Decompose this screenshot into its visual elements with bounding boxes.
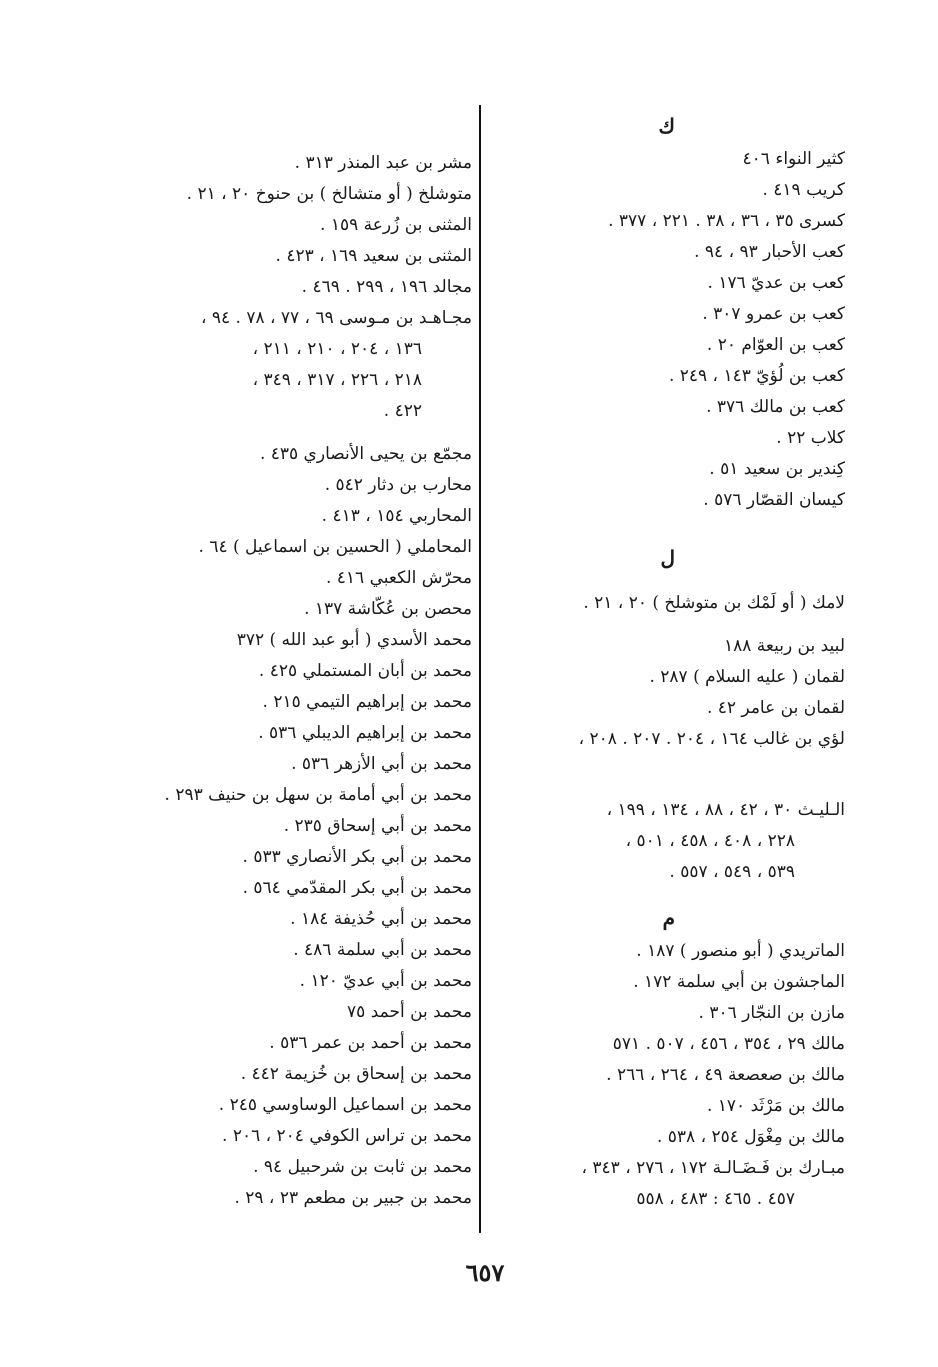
index-entry-continuation: ١٣٦ ، ٢٠٤ ، ٢١٠ ، ٢١١ ، bbox=[252, 339, 422, 359]
index-entry: كعب بن لُؤيّ ١٤٣ ، ٢٤٩ . bbox=[668, 366, 845, 386]
index-entry: كعب بن مالك ٣٧٦ . bbox=[706, 397, 845, 417]
index-entry: محرّش الكعبي ٤١٦ . bbox=[325, 568, 472, 588]
index-entry: المثنى بن زُرعة ١٥٩ . bbox=[320, 215, 472, 235]
column-divider bbox=[479, 105, 481, 1233]
index-entry: محمد بن ثابت بن شرحبيل ٩٤ . bbox=[253, 1157, 472, 1177]
index-entry: محمد بن أبي بكر الأنصاري ٥٣٣ . bbox=[242, 847, 472, 867]
index-entry: محمد بن جبير بن مطعم ٢٣ ، ٢٩ . bbox=[234, 1188, 472, 1208]
index-entry: لامك ( أو لَمْك بن متوشلخ ) ٢٠ ، ٢١ . bbox=[583, 593, 845, 613]
index-entry: محمد بن إبراهيم التيمي ٢١٥ . bbox=[262, 692, 472, 712]
index-entry: مشر بن عبد المنذر ٣١٣ . bbox=[294, 153, 472, 173]
index-entry: المحاربي ١٥٤ ، ٤١٣ . bbox=[321, 506, 472, 526]
index-entry: المحاملي ( الحسين بن اسماعيل ) ٦٤ . bbox=[198, 537, 472, 557]
index-entry: محمد بن أبي عديّ ١٢٠ . bbox=[299, 971, 472, 991]
index-entry: محمد بن أبان المستملي ٤٢٥ . bbox=[258, 661, 472, 681]
page-number: ٦٥٧ bbox=[465, 1258, 505, 1287]
index-entry: مالك بن صعصعة ٤٩ ، ٢٦٤ ، ٢٦٦ . bbox=[606, 1065, 845, 1085]
index-entry: محمد بن أبي الأزهر ٥٣٦ . bbox=[291, 754, 472, 774]
index-entry: محمد بن أحمد ٧٥ bbox=[347, 1002, 472, 1022]
index-entry: محمد بن اسماعيل الوساوسي ٢٤٥ . bbox=[218, 1095, 472, 1115]
index-entry: مالك بن مِغْوَل ٢٥٤ ، ٥٣٨ . bbox=[656, 1127, 845, 1147]
index-entry: لؤي بن غالب ١٦٤ ، ٢٠٤ . ٢٠٧ . ٢٠٨ ، bbox=[578, 729, 845, 749]
index-entry: محمد بن إسحاق بن خُزيمة ٤٤٢ . bbox=[240, 1064, 472, 1084]
index-entry-continuation: ٤٥٧ . ٤٦٥ : ٤٨٣ ، ٥٥٨ bbox=[636, 1189, 795, 1209]
section-heading-lam: ل bbox=[660, 546, 675, 570]
index-entry: مجالد ١٩٦ ، ٢٩٩ . ٤٦٩ . bbox=[301, 277, 472, 297]
index-entry: كثير النواء ٤٠٦ bbox=[742, 149, 845, 169]
section-heading-mim: م bbox=[662, 906, 675, 930]
index-entry: كعب بن عمرو ٣٠٧ . bbox=[702, 304, 845, 324]
index-entry: لبيد بن ربيعة ١٨٨ bbox=[723, 636, 845, 656]
index-entry-continuation: ٥٣٩ ، ٥٤٩ ، ٥٥٧ . bbox=[669, 862, 795, 882]
index-entry: متوشلخ ( أو متشالخ ) بن حنوخ ٢٠ ، ٢١ . bbox=[186, 184, 472, 204]
index-entry: محصن بن عُكّاشة ١٣٧ . bbox=[304, 599, 472, 619]
index-entry: كعب الأحبار ٩٣ ، ٩٤ . bbox=[694, 242, 845, 262]
index-entry: كسرى ٣٥ ، ٣٦ ، ٣٨ . ٢٢١ ، ٣٧٧ . bbox=[608, 211, 845, 231]
index-entry: محمد بن أبي بكر المقدّمي ٥٦٤ . bbox=[242, 878, 472, 898]
section-heading-kaf: ك bbox=[658, 114, 675, 138]
left-column bbox=[120, 148, 472, 1214]
index-entry: مبـارك بن فَـضَـالـة ١٧٢ ، ٢٧٦ ، ٣٤٣ ، bbox=[581, 1158, 845, 1178]
index-entry-continuation: ٤٢٢ . bbox=[383, 401, 422, 421]
index-entry: محمد بن أبي أمامة بن سهل بن حنيف ٢٩٣ . bbox=[164, 785, 472, 805]
index-entry: لقمان ( عليه السلام ) ٢٨٧ . bbox=[649, 667, 845, 687]
index-entry: الـليـث ٣٠ ، ٤٢ ، ٨٨ ، ١٣٤ ، ١٩٩ ، bbox=[606, 800, 845, 820]
index-entry: المثنى بن سعيد ١٦٩ ، ٤٢٣ . bbox=[275, 246, 472, 266]
index-entry: مالك ٢٩ ، ٣٥٤ ، ٤٥٦ ، ٥٠٧ . ٥٧١ bbox=[612, 1034, 845, 1054]
index-entry: محارب بن دثار ٥٤٢ . bbox=[324, 475, 472, 495]
index-entry: محمد بن إبراهيم الديبلي ٥٣٦ . bbox=[258, 723, 472, 743]
index-entry: محمد بن تراس الكوفي ٢٠٤ ، ٢٠٦ . bbox=[222, 1126, 472, 1146]
index-entry-continuation: ٢٢٨ ، ٤٠٨ ، ٤٥٨ ، ٥٠١ ، bbox=[625, 831, 795, 851]
index-entry: محمد الأسدي ( أبو عبد الله ) ٣٧٢ bbox=[236, 630, 472, 650]
index-entry: لقمان بن عامر ٤٢ . bbox=[706, 698, 845, 718]
index-entry: محمد بن أبي حُذيفة ١٨٤ . bbox=[290, 909, 472, 929]
index-entry: كلاب ٢٢ . bbox=[776, 428, 845, 448]
index-entry: كعب بن العوّام ٢٠ . bbox=[706, 335, 845, 355]
index-entry: مجـاهـد بن مـوسى ٦٩ ، ٧٧ ، ٧٨ . ٩٤ ، bbox=[200, 308, 472, 328]
index-entry: كريب ٤١٩ . bbox=[762, 180, 845, 200]
index-entry: الماجشون بن أبي سلمة ١٧٢ . bbox=[633, 972, 845, 992]
index-entry: مازن بن النجّار ٣٠٦ . bbox=[698, 1003, 845, 1023]
index-entry: محمد بن أبي سلمة ٤٨٦ . bbox=[293, 940, 472, 960]
index-entry: كعب بن عديّ ١٧٦ . bbox=[707, 273, 845, 293]
index-entry: كِندير بن سعيد ٥١ . bbox=[709, 459, 845, 479]
index-entry: كيسان القصّار ٥٧٦ . bbox=[703, 490, 845, 510]
index-entry: مالك بن مَرْثَد ١٧٠ . bbox=[706, 1096, 845, 1116]
index-entry: محمد بن أحمد بن عمر ٥٣٦ . bbox=[269, 1033, 472, 1053]
index-entry: محمد بن أبي إسحاق ٢٣٥ . bbox=[283, 816, 472, 836]
index-entry: الماتريدي ( أبو منصور ) ١٨٧ . bbox=[636, 941, 845, 961]
right-column bbox=[500, 108, 845, 1215]
index-entry: مجمّع بن يحيى الأنصاري ٤٣٥ . bbox=[259, 444, 472, 464]
index-entry-continuation: ٢١٨ ، ٢٢٦ ، ٣١٧ ، ٣٤٩ ، bbox=[252, 370, 422, 390]
